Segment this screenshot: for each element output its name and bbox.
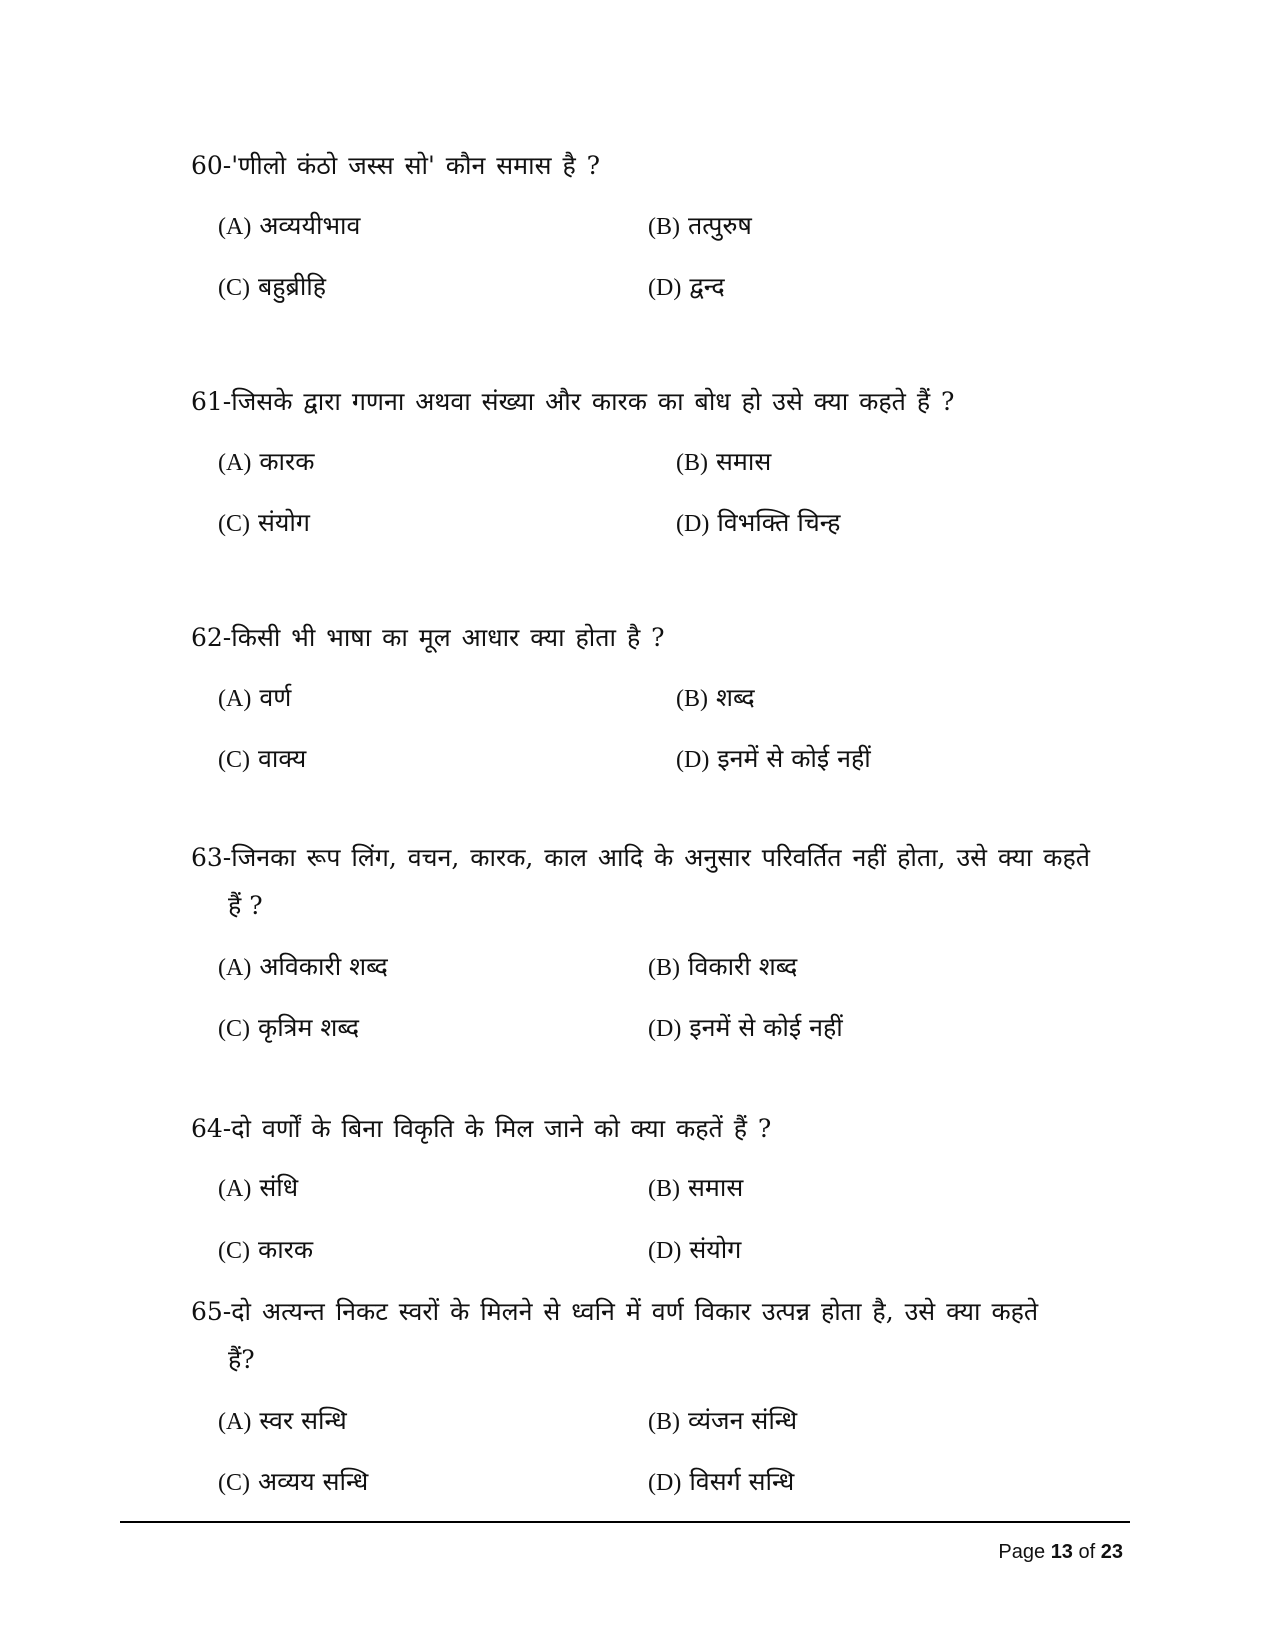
option-d (648, 1008, 843, 1049)
option-d (676, 503, 840, 544)
option-label: (B) (648, 955, 680, 981)
option-label: (A) (218, 1409, 252, 1435)
option-text: संयोग (258, 508, 310, 537)
option-a (218, 678, 291, 719)
option-text: द्वन्द (689, 272, 725, 301)
option-text: स्वर सन्धि (259, 1406, 347, 1435)
option-a (218, 947, 388, 988)
option-text: शब्द (716, 683, 755, 712)
question-text (191, 380, 1121, 424)
option-d (648, 1230, 741, 1271)
option-b (648, 947, 797, 988)
question-body: किसी भी भाषा का मूल आधार क्या होता है ? (231, 623, 665, 652)
question-body: दो वर्णों के बिना विकृति के मिल जाने को क्या कहतें हैं ? (231, 1114, 772, 1143)
question-number: 64- (191, 1114, 232, 1143)
question-number: 63- (191, 843, 232, 872)
current-page: 13 (1050, 1541, 1073, 1563)
option-b (648, 1401, 797, 1442)
question-body: 'णीलो कंठो जस्स सो' कौन समास है ? (231, 151, 601, 180)
option-label: (D) (648, 1016, 682, 1042)
option-label: (A) (218, 686, 252, 712)
option-label: (A) (218, 450, 252, 476)
footer-divider (120, 1521, 1130, 1523)
option-label: (B) (648, 1176, 680, 1202)
question-number: 61- (191, 387, 232, 416)
question-continuation: हैं? (228, 1345, 255, 1374)
option-c (218, 739, 306, 780)
option-label: (B) (648, 1409, 680, 1435)
option-c (218, 1230, 313, 1271)
total-pages: 23 (1100, 1541, 1123, 1563)
option-label: (B) (676, 686, 708, 712)
option-a (218, 442, 314, 483)
option-text: समास (688, 1173, 744, 1202)
option-label: (C) (218, 511, 250, 537)
question-text (191, 836, 1121, 880)
option-c (218, 503, 310, 544)
question-text (191, 1290, 1121, 1334)
option-d (676, 739, 871, 780)
question-body: दो अत्यन्त निकट स्वरों के मिलने से ध्वनि में वर्ण विकार उत्पन्न होता है, उसे क्या कहते (231, 1297, 1039, 1326)
question-number: 65- (191, 1297, 232, 1326)
option-b (676, 442, 771, 483)
option-text: वाक्य (258, 744, 307, 773)
option-d (648, 267, 725, 308)
question-body: जिनका रूप लिंग, वचन, कारक, काल आदि के अनुसार परिवर्तित नहीं होता, उसे क्या कहते (231, 843, 1091, 872)
question-continuation: हैं ? (228, 891, 263, 920)
option-text: अव्ययीभाव (259, 211, 361, 240)
question-number: 62- (191, 623, 232, 652)
question-body: जिसके द्वारा गणना अथवा संख्या और कारक का बोध हो उसे क्या कहते हैं ? (231, 387, 955, 416)
option-c (218, 1462, 368, 1503)
option-label: (A) (218, 955, 252, 981)
option-text: इनमें से कोई नहीं (717, 744, 871, 773)
option-label: (D) (648, 275, 682, 301)
option-text: अव्यय सन्धि (258, 1467, 369, 1496)
option-text: संयोग (689, 1235, 742, 1264)
option-text: कृत्रिम शब्द (258, 1013, 359, 1042)
option-label: (C) (218, 275, 250, 301)
question-text (191, 144, 1121, 188)
option-label: (B) (648, 214, 680, 240)
option-text: विभक्ति चिन्ह (717, 508, 841, 537)
option-label: (C) (218, 1470, 250, 1496)
option-text: बहुब्रीहि (258, 272, 327, 301)
question-number: 60- (191, 151, 232, 180)
question-text (191, 616, 1121, 660)
option-label: (A) (218, 1176, 252, 1202)
option-a (218, 1168, 298, 1209)
option-c (218, 1008, 359, 1049)
option-label: (A) (218, 214, 252, 240)
option-b (648, 206, 752, 247)
question-text (191, 1107, 1121, 1151)
option-a (218, 206, 360, 247)
option-text: विसर्ग सन्धि (689, 1467, 795, 1496)
option-label: (C) (218, 747, 250, 773)
option-text: कारक (258, 1235, 314, 1264)
option-label: (D) (648, 1470, 682, 1496)
option-label: (D) (648, 1238, 682, 1264)
option-label: (B) (676, 450, 708, 476)
option-label: (D) (676, 747, 710, 773)
option-label: (D) (676, 511, 710, 537)
page-word: Page (998, 1541, 1046, 1563)
option-b (648, 1168, 743, 1209)
option-b (676, 678, 755, 719)
option-text: तत्पुरुष (688, 211, 752, 240)
option-text: व्यंजन संन्धि (688, 1406, 798, 1435)
option-label: (C) (218, 1238, 250, 1264)
option-text: कारक (259, 447, 315, 476)
option-text: वर्ण (259, 683, 292, 712)
option-c (218, 267, 326, 308)
option-d (648, 1462, 794, 1503)
option-a (218, 1401, 347, 1442)
option-text: समास (716, 447, 772, 476)
option-text: विकारी शब्द (688, 952, 798, 981)
option-label: (C) (218, 1016, 250, 1042)
option-text: अविकारी शब्द (259, 952, 388, 981)
of-word: of (1078, 1541, 1096, 1563)
page-number (998, 1538, 1123, 1566)
option-text: संधि (259, 1173, 299, 1202)
option-text: इनमें से कोई नहीं (689, 1013, 843, 1042)
